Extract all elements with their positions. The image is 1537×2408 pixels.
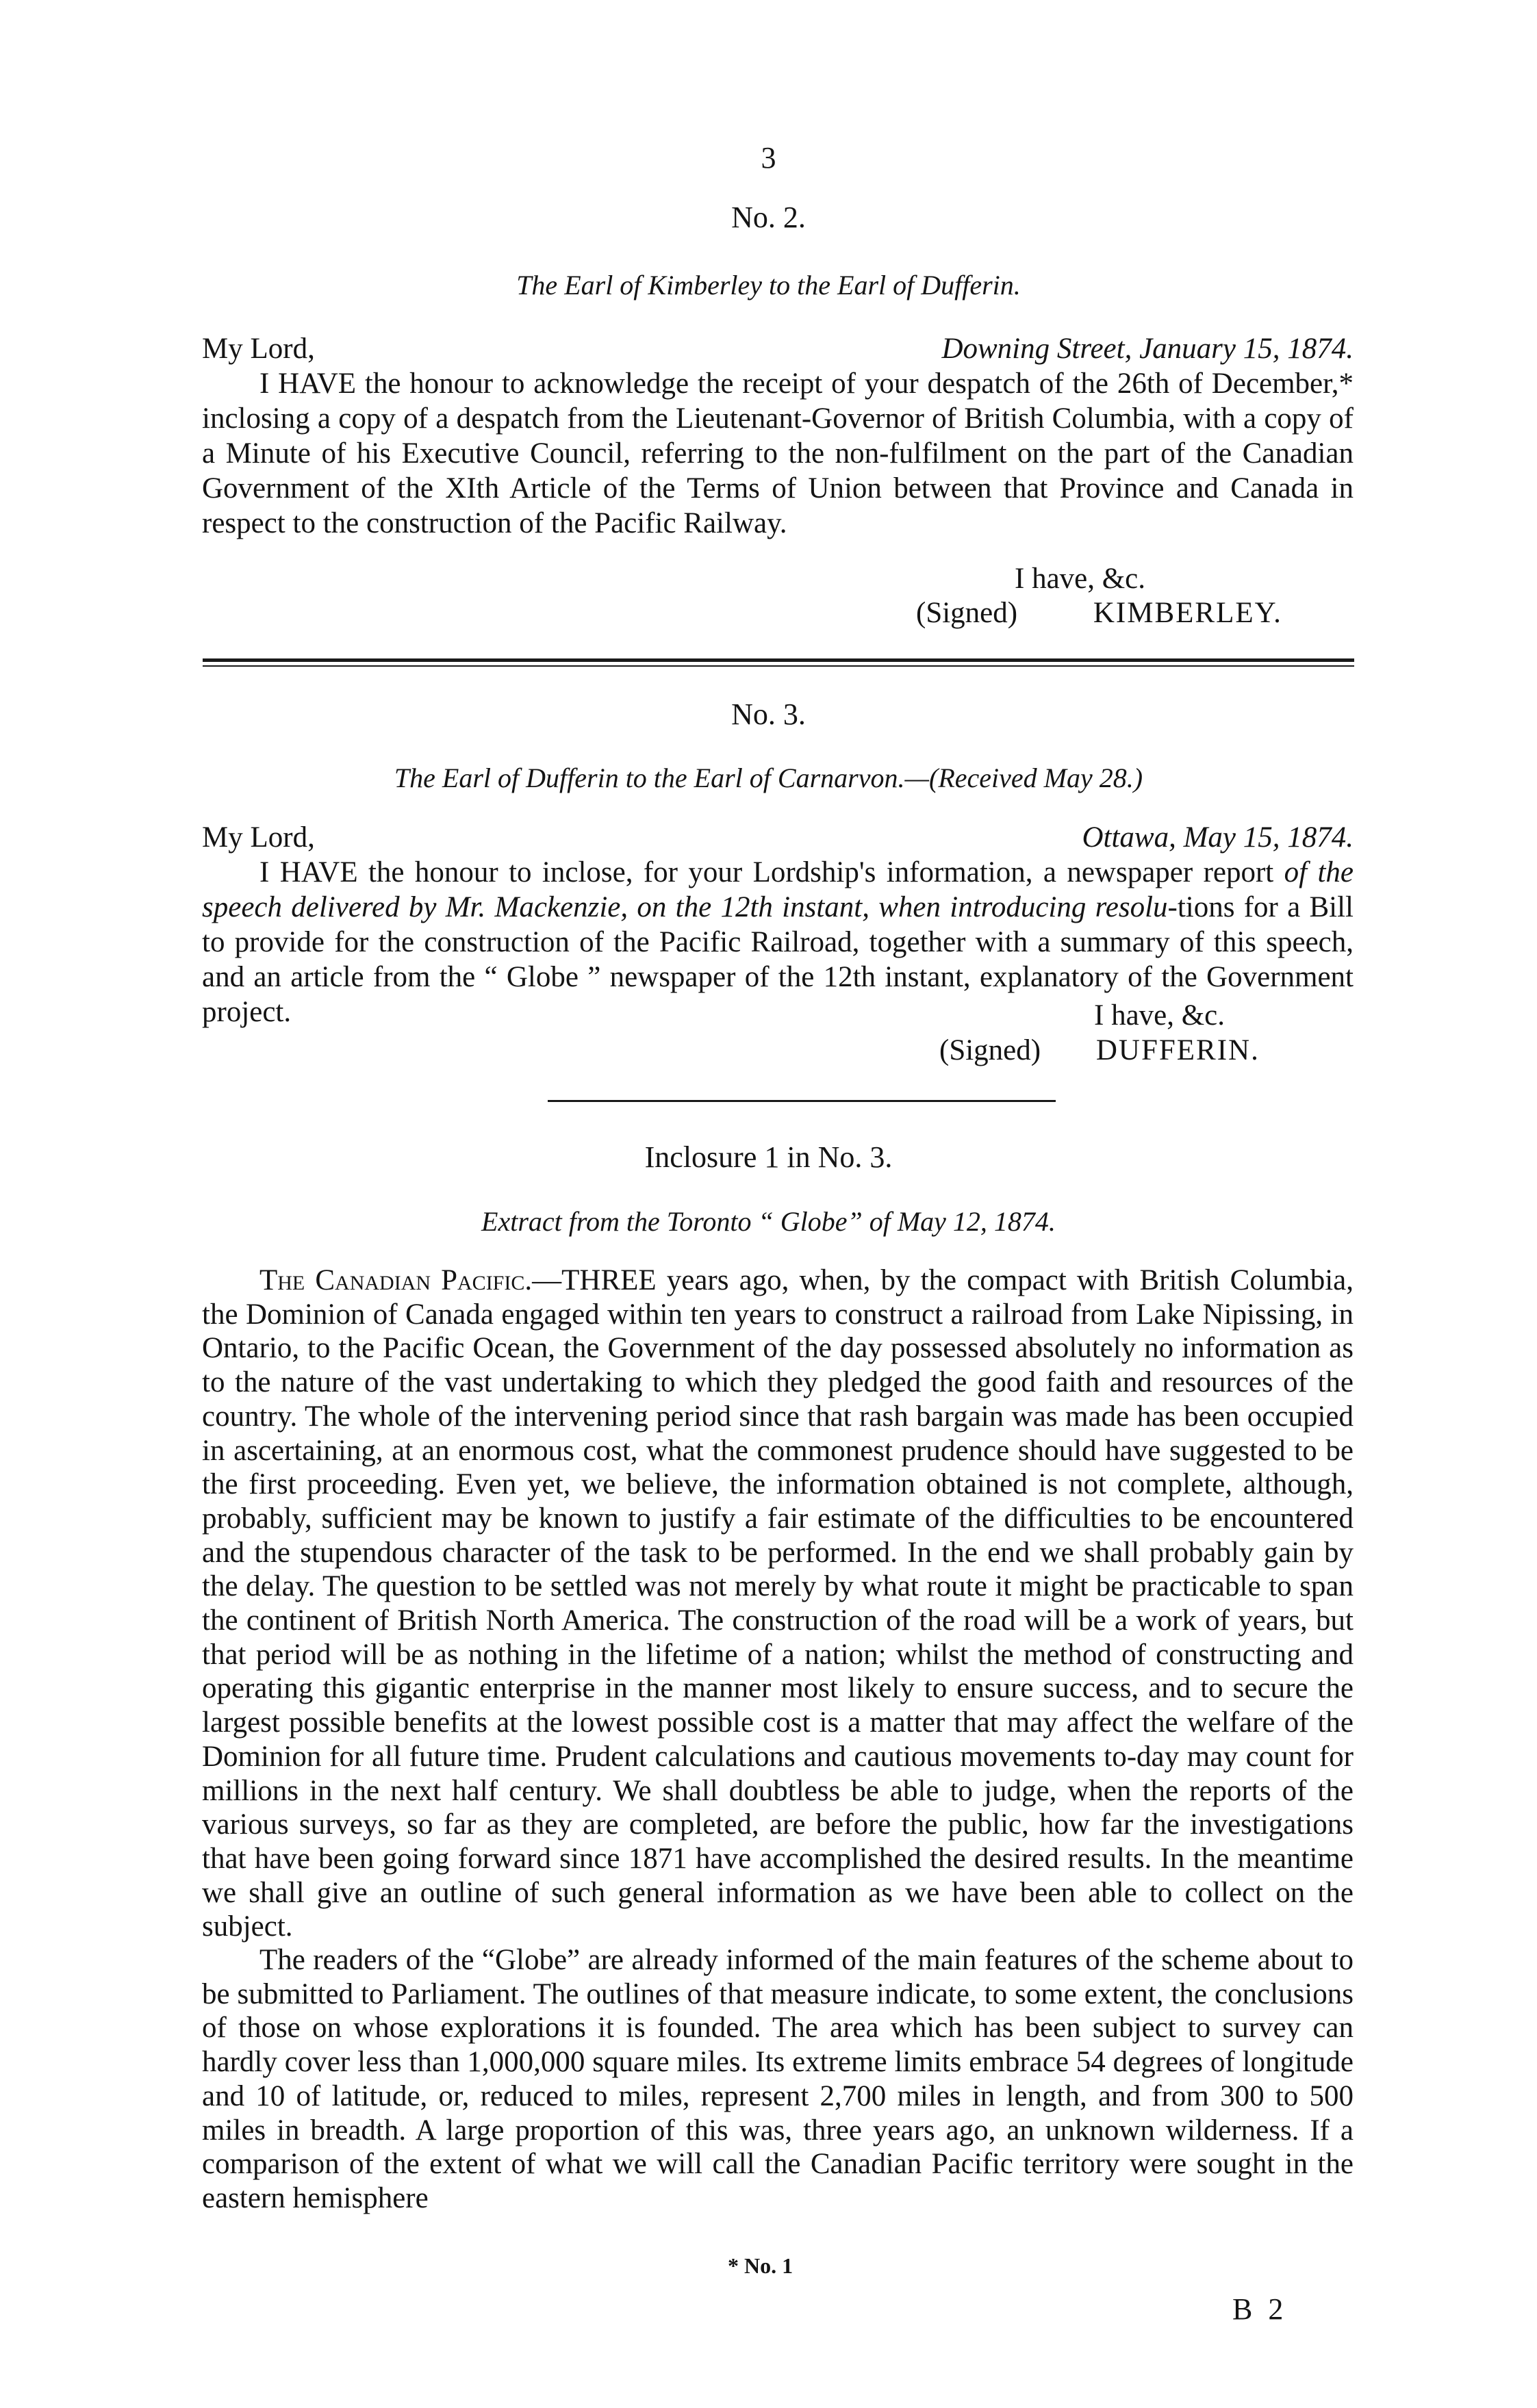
letter-3-body-part1: I HAVE the honour to inclose, for your Lordship's information, a newspaper report [259, 856, 1284, 888]
inclosure-subheading: Extract from the Toronto “ Globe” of May 12, 1874. [481, 1206, 1056, 1237]
page-number: 3 [761, 141, 776, 175]
letter-3-salutation: My Lord, [202, 821, 315, 854]
letter-3-signed: (Signed) [939, 1034, 1041, 1066]
letter-2-heading: The Earl of Kimberley to the Earl of Dufferin. [516, 270, 1021, 300]
inclosure-paragraph-1 [202, 1264, 1354, 1944]
letter-3-place-date: Ottawa, May 15, 1874. [1082, 821, 1354, 854]
letter-3-body-italic: of the speech delivered by Mr. Mackenzie, on the 12th instant, when introducing resolu- [202, 856, 1354, 923]
inclosure-paragraph-2: The readers of the “Globe” are already informed of the main features of the scheme about to be submitted to Parliament. The outlines of that measure indicate, to some extent, the conclusions of those on whose explorations it is founded. The area which has been subject to survey can hardly cover less than 1,000,000 square miles. Its extreme limits embrace 54 degrees of longitude and 10 of latitude, or, reduced to miles, represent 2,700 miles in length, and from 300 to 500 miles in breadth. A large proportion of this was, three years ago, an unknown wilderness. If a comparison of the extent of what we will call the Canadian Pacific territory were sought in the eastern hemisphere [202, 1944, 1354, 2214]
letter-2-signer: KIMBERLEY. [1093, 597, 1282, 629]
letter-2-body: I HAVE the honour to acknowledge the receipt of your despatch of the 26th of December,* inclosing a copy of a despatch from the Lieutenant-Governor of British Columbia, with a copy of a Minute of his Executive Council, referring to the non-fulfilment on the part of the Canadian Government of the XIth Article of the Terms of Union between that Province and Canada in respect to the construction of the Pacific Railway. [202, 368, 1354, 539]
section-divider-double-top [203, 658, 1354, 662]
letter-3-signature-line [939, 1033, 1364, 1068]
inclosure-heading: Inclosure 1 in No. 3. [644, 1140, 893, 1174]
letter-3-salutation-row [202, 820, 1354, 855]
letter-3-heading: The Earl of Dufferin to the Earl of Carnarvon.—(Received May 28.) [394, 763, 1143, 793]
inclosure-lead-caps: The Canadian Pacific. [259, 1264, 533, 1296]
letter-3-number: No. 3. [731, 697, 806, 731]
letter-3-body-part2: tions for a Bill to provide for the construction of the Pacific Railroad, together with a summary of this speech, and an article from the “ Globe ” newspaper of the 12th instant, explanatory of the Government project. [202, 891, 1354, 1028]
section-divider-double-bottom [203, 665, 1354, 667]
inclosure-paragraph-1-text: —THREE years ago, when, by the compact with British Columbia, the Dominion of Canada engaged within ten years to construct a railroad from Lake Nipissing, in Ontario, to the Pacific Ocean, the Government of the day possessed absolutely no information as to the nature of the vast undertaking to which they pledged the good faith and resources of the country. The whole of the intervening period since that rash bargain was made has been occupied in ascertaining, at an enormous cost, what the commonest prudence should have suggested to be the first proceeding. Even yet, we believe, the information obtained is not complete, although, probably, sufficient may be known to justify a fair estimate of the difficulties to be encountered and the stupendous character of the task to be performed. In the end we shall probably gain by the delay. The question to be settled was not merely by what route it might be practicable to span the continent of British North America. The construction of the road will be a work of years, but that period will be as nothing in the lifetime of a nation; whilst the method of constructing and operating this gigantic enterprise in the manner most likely to ensure success, and to secure the largest possible benefits at the lowest possible cost is a matter that may affect the welfare of the Dominion for all future time. Prudent calculations and cautious movements to-day may count for millions in the next half century. We shall doubtless be able to judge, when the reports of the various surveys, so far as they are completed, are before the public, how far the investigations that have been going forward since 1871 have accomplished the desired results. In the meantime we shall give an outline of such general information as we have been able to collect on the subject. [202, 1264, 1354, 1943]
letter-2-signed: (Signed) [916, 597, 1018, 629]
letter-3-signer: DUFFERIN. [1095, 1034, 1260, 1066]
letter-2-signature-line [916, 595, 1354, 630]
inclosure-divider [548, 1100, 1056, 1102]
letter-2-place-date: Downing Street, January 15, 1874. [941, 333, 1354, 365]
letter-2-salutation: My Lord, [202, 333, 315, 365]
letter-2-closing: I have, &c. [1015, 563, 1146, 595]
letter-2-number: No. 2. [731, 201, 806, 234]
letter-2-salutation-row [202, 331, 1354, 366]
signature-mark: B 2 [1232, 2292, 1288, 2326]
footnote: * No. 1 [728, 2253, 793, 2278]
letter-3-closing: I have, &c. [1094, 999, 1225, 1032]
